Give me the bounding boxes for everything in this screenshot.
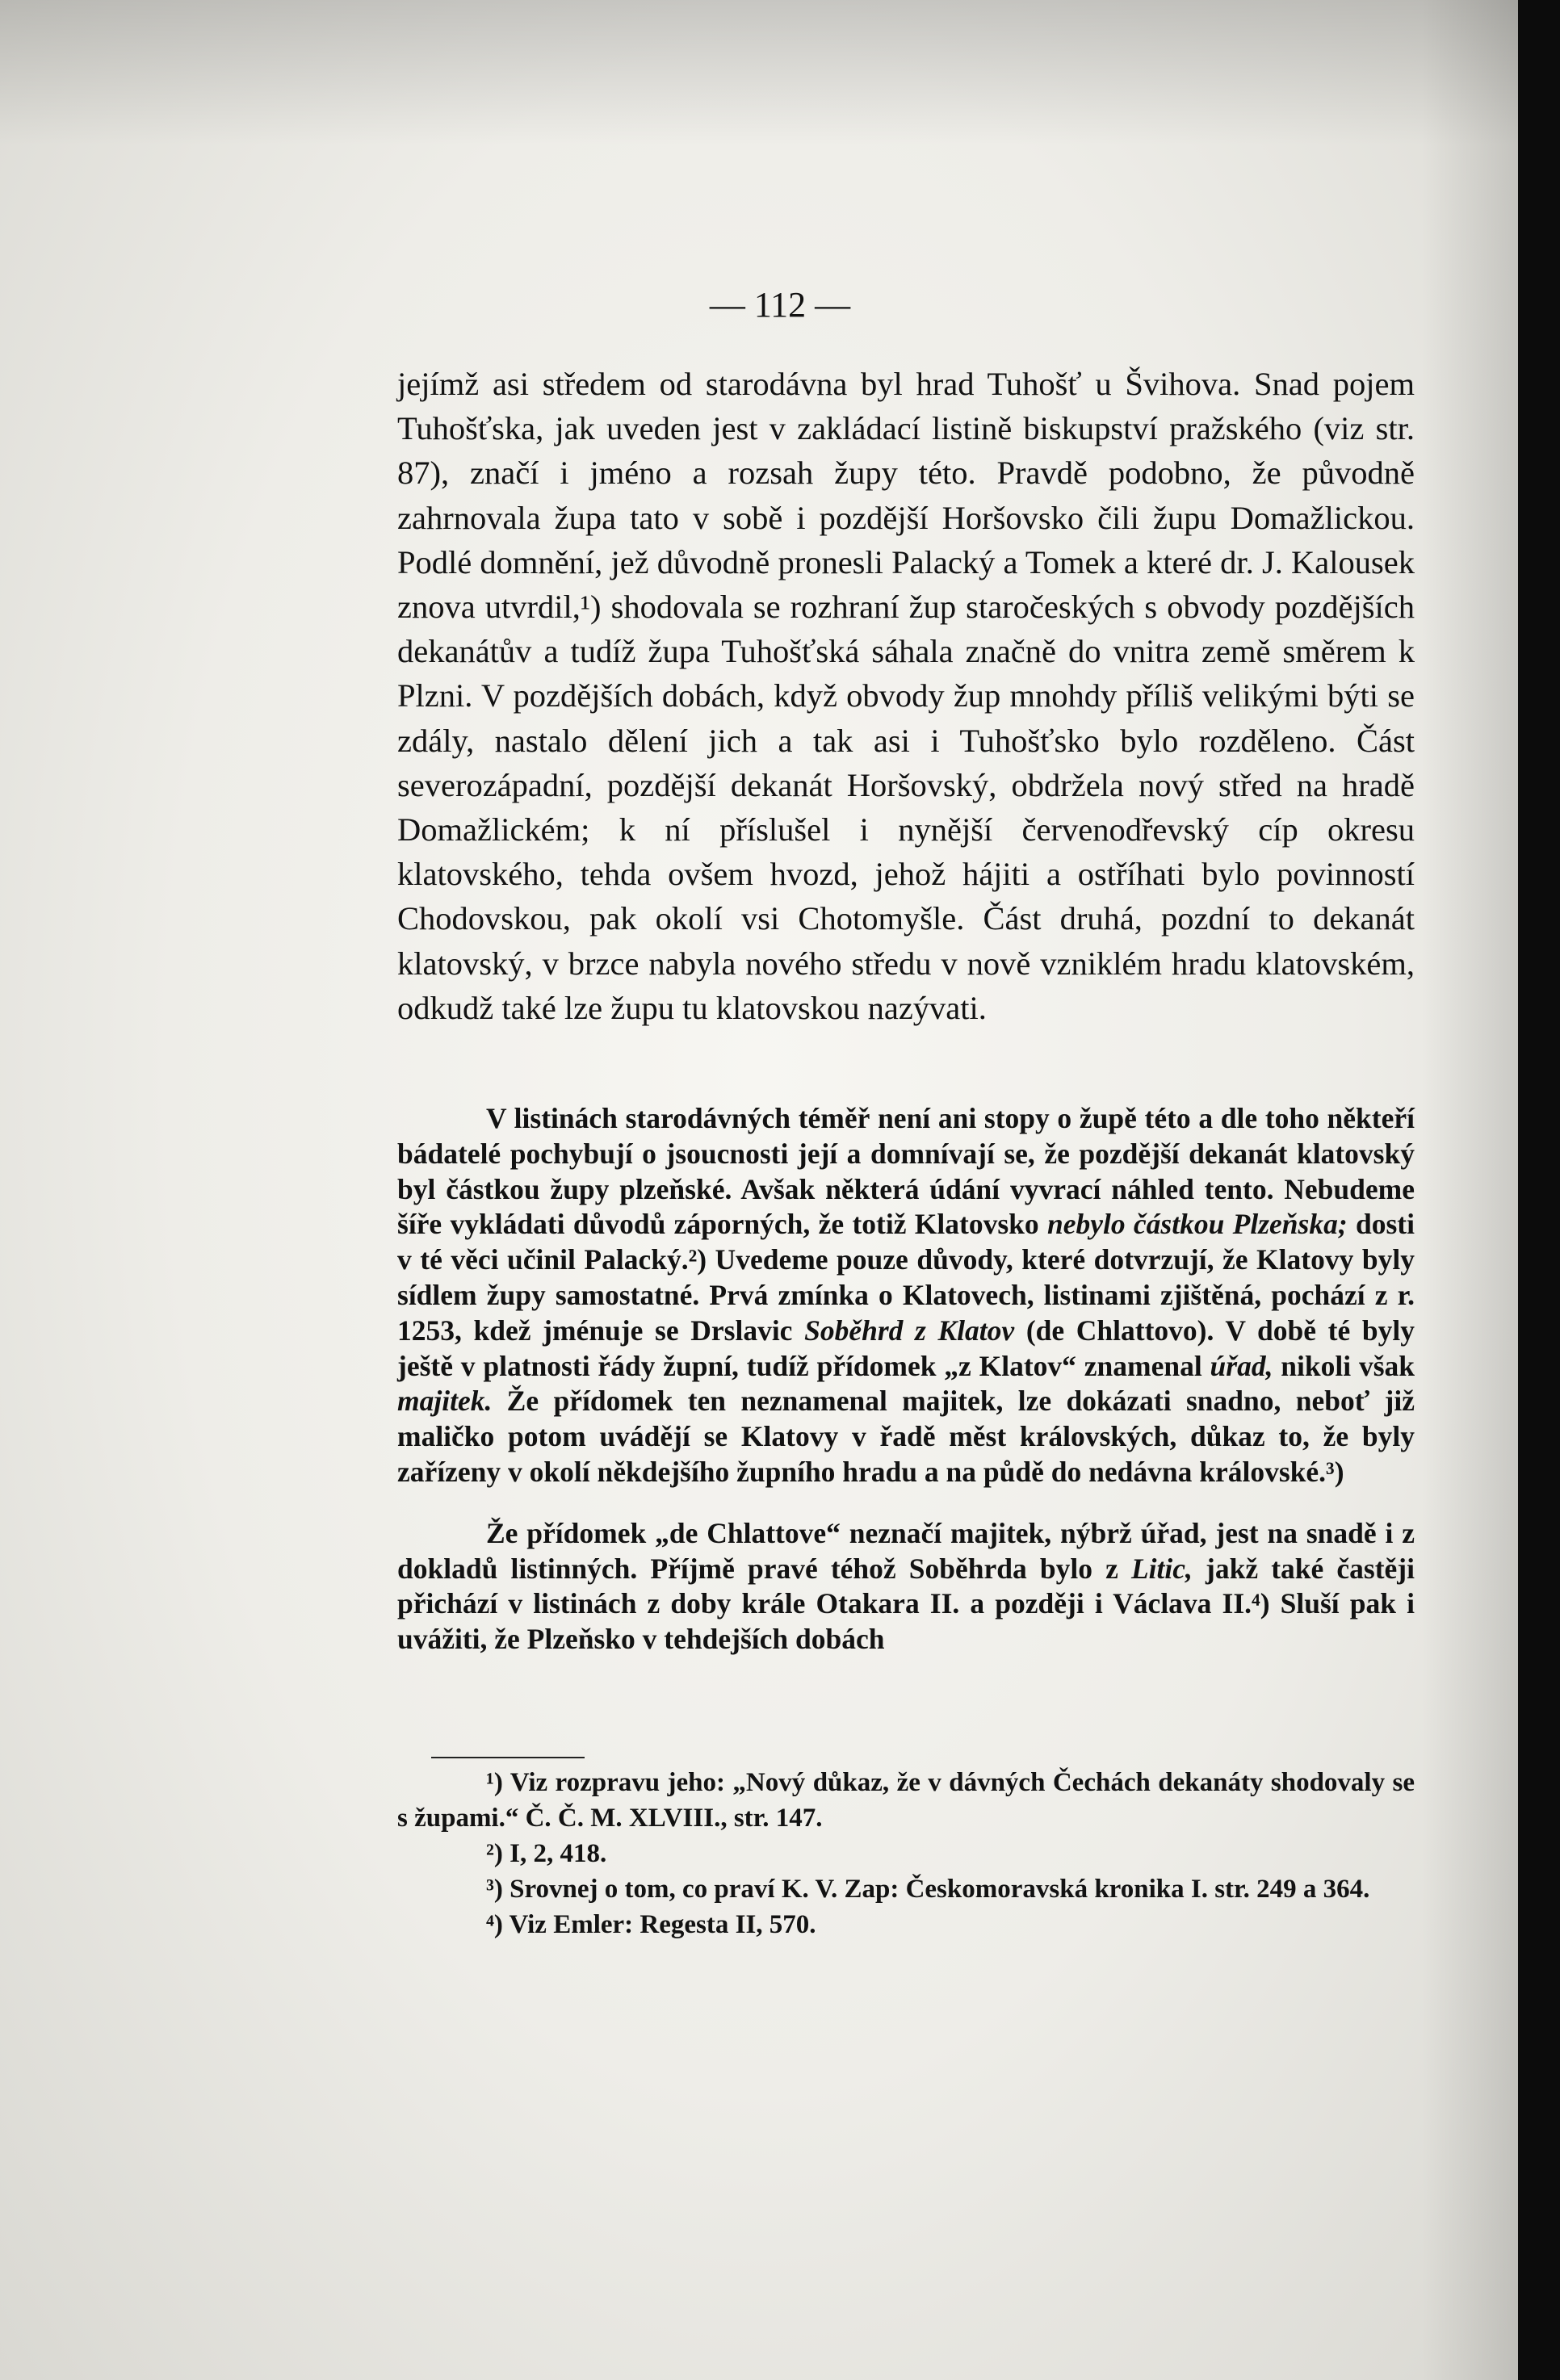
italic-phrase: Soběhrd z Klatov [804, 1314, 1015, 1347]
footnote-1: ¹) Viz rozpravu jeho: „Nový důkaz, že v dávných Čechách dekanáty shodovaly se s župami.“ Č. Č. M. XLVIII., str. 147. [397, 1768, 1415, 1833]
italic-phrase: úřad, [1210, 1349, 1273, 1382]
small-text-block [397, 1101, 1415, 1683]
small-paragraph-1: V listinách starodávných téměř není ani stopy o župě této a dle toho někteří bádatelé pochybují o jsoucnosti její a domnívají se, že pozdější dekanát klatovský byl částkou župy plzeňské. Avšak některá údání vyvrací náhled tento. Nebudeme šíře vykládati důvodů záporných, že totiž Klatovsko nebylo částkou Plzeňska; dosti v té věci učinil Palacký.²) Uvedeme pouze důvody, které dotvrzují, že Klatovy byly sídlem župy samostatné. Prvá zmínka o Klatovech, listinami zjištěná, pochází z r. 1253, kdež jménuje se Drslavic Soběhrd z Klatov (de Chlattovo). V době té byly ještě v platnosti řády župní, tudíž přídomek „z Klatov“ znamenal úřad, nikoli však majitek. Že přídomek ten neznamenal majitek, lze dokázati snadno, neboť již maličko potom uvádějí se Klatovy v řadě měst královských, důkaz to, že byly zařízeny v okolí někdejšího župního hradu a na půdě do nedávna královské.³) [397, 1102, 1415, 1488]
scan-border [1518, 0, 1560, 2380]
page-edge-shadow [1421, 0, 1518, 2380]
footnote-divider [431, 1757, 585, 1758]
footnote-2: ²) I, 2, 418. [486, 1839, 607, 1868]
main-text-block [397, 362, 1415, 1030]
footnote-3: ³) Srovnej o tom, co praví K. V. Zap: Českomoravská kronika I. str. 249 a 364. [486, 1875, 1370, 1904]
italic-phrase: majitek. [397, 1385, 493, 1418]
footnote-4: ⁴) Viz Emler: Regesta II, 570. [486, 1910, 816, 1939]
small-paragraph-2: Že přídomek „de Chlattove“ neznačí majitek, nýbrž úřad, jest na snadě i z dokladů listinných. Příjmě pravé téhož Soběhrda bylo z Litic, jakž také častěji přichází v listinách z doby krále Otakara II. a později i Václava II.⁴) Sluší pak i uvážiti, že Plzeňsko v tehdejších dobách [397, 1516, 1415, 1656]
footnotes-block [397, 1765, 1415, 1942]
page-top-shadow [0, 0, 1518, 145]
page-number: — 112 — [709, 285, 851, 325]
italic-phrase: nebylo částkou Plzeňska; [1046, 1208, 1348, 1241]
main-paragraph: jejímž asi středem od starodávna byl hrad Tuhošť u Švihova. Snad pojem Tuhošťska, jak uveden jest v zakládací listině biskupství pražského (viz str. 87), značí i jméno a rozsah župy této. Pravdě podobno, že původně zahrnovala župa tato v sobě i pozdější Horšovsko čili župu Domažlickou. Podlé domnění, jež důvodně pronesli Palacký a Tomek a které dr. J. Kalousek znova utvrdil,¹) shodovala se rozhraní žup staročeských s obvody pozdějších dekanátův a tudíž župa Tuhošťská sáhala značně do vnitra země směrem k Plzni. V pozdějších dobách, když obvody žup mnohdy příliš velikými býti se zdály, nastalo dělení jich a tak asi i Tuhošťsko bylo rozděleno. Část severozápadní, pozdější dekanát Horšovský, obdržela nový střed na hradě Domažlickém; k ní příslušel i nynější červenodřevský cíp okresu klatovského, tehda ovšem hvozd, jehož hájiti a ostříhati bylo povinností Chodovskou, pak okolí vsi Chotomyšle. Část druhá, pozdní to dekanát klatovský, v brzce nabyla nového středu v nově vzniklém hradu klatovském, odkudž také lze župu tu klatovskou nazývati. [397, 366, 1415, 1026]
italic-phrase: Litic, [1131, 1552, 1193, 1585]
